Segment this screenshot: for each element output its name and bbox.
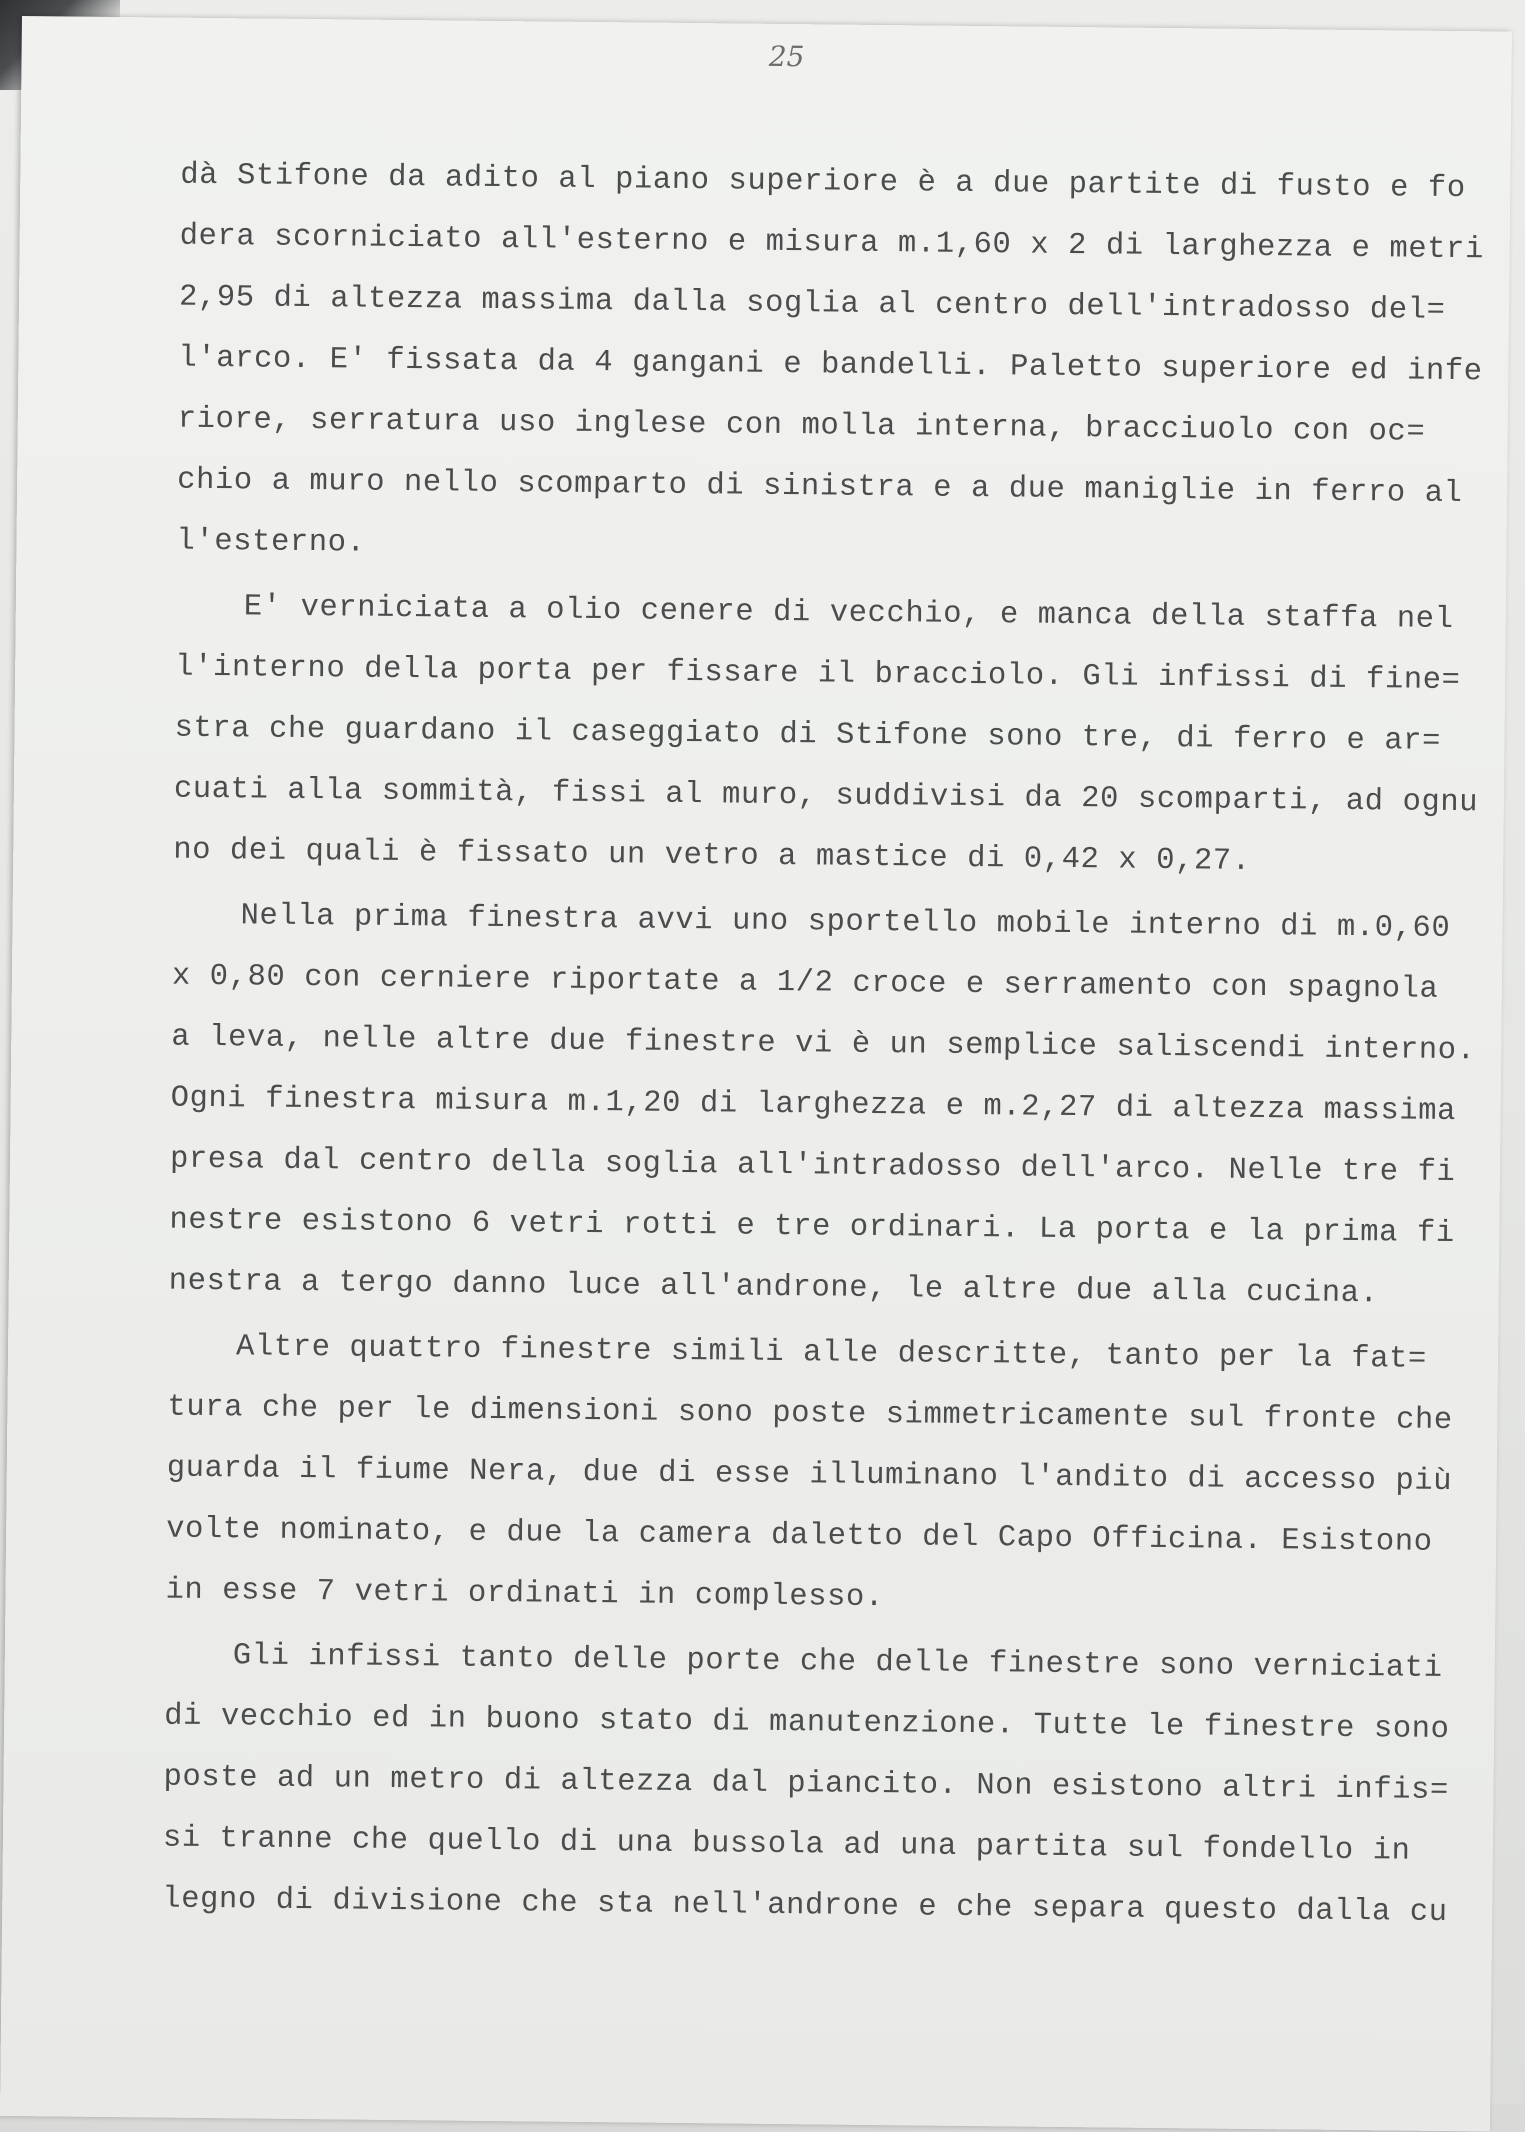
paragraph-1 (176, 146, 1490, 587)
text-line: in esse 7 vetri ordinati in complesso. (165, 1573, 884, 1616)
text-line: riore, serratura uso inglese con molla interna, bracciuolo con oc= (177, 402, 1426, 450)
text-line: a leva, nelle altre due finestre vi è un semplice saliscendi interno. (171, 1020, 1476, 1069)
paragraph-3 (168, 886, 1482, 1327)
text-line: Gli infissi tanto delle porte che delle finestre sono verniciati (232, 1639, 1443, 1686)
text-line: x 0,80 con cerniere riportate a 1/2 croce e serramento con spagnola (171, 959, 1439, 1007)
text-line: legno di divisione che sta nell'androne e che separa questo dalla cu (162, 1882, 1448, 1931)
text-line: l'arco. E' fissata da 4 gangani e bandelli. Paletto superiore ed infe (178, 341, 1483, 390)
text-line: cuati alla sommità, fissi al muro, suddivisi da 20 scomparti, ad ognu (173, 772, 1479, 821)
page-number: 25 (768, 39, 805, 74)
text-line: l'interno della porta per fissare il bracciolo. Gli infissi di fine= (175, 650, 1461, 699)
text-line: stra che guardano il caseggiato di Stifone sono tre, di ferro e ar= (174, 711, 1442, 759)
text-line: Altre quattro finestre simili alle descritte, tanto per la fat= (235, 1330, 1428, 1377)
text-line: chio a muro nello scomparto di sinistra e a due maniglie in ferro al (176, 463, 1463, 512)
text-line: tura che per le dimensioni sono poste simmetricamente sul fronte che (167, 1390, 1453, 1439)
text-line: l'esterno. (176, 524, 366, 561)
text-line: E' verniciata a olio cenere di vecchio, e manca della staffa nel (243, 590, 1454, 638)
text-line: Nella prima finestra avvi uno sportello mobile interno di m.0,60 (240, 899, 1451, 947)
text-line: dera scorniciato all'esterno e misura m.1,60 x 2 di larghezza e metri (179, 219, 1485, 268)
text-line: nestre esistono 6 vetri rotti e tre ordinari. La porta e la prima fi (169, 1203, 1455, 1252)
typewritten-page (0, 16, 1512, 2131)
text-line: 2,95 di altezza massima dalla soglia al centro dell'intradosso del= (178, 280, 1446, 328)
page-text-body (162, 146, 1491, 1945)
text-line: si tranne che quello di una bussola ad una partita sul fondello in (162, 1821, 1411, 1869)
text-line: poste ad un metro di altezza dal piancito. Non esistono altri infis= (163, 1760, 1450, 1809)
text-line: presa dal centro della soglia all'intradosso dell'arco. Nelle tre fi (169, 1142, 1456, 1191)
text-line: guarda il fiume Nera, due di esse illuminano l'andito di accesso più (166, 1451, 1453, 1500)
text-line: volte nominato, e due la camera daletto del Capo Officina. Esistono (165, 1512, 1433, 1560)
text-line: no dei quali è fissato un vetro a mastice di 0,42 x 0,27. (173, 833, 1251, 879)
text-line: di vecchio ed in buono stato di manutenzione. Tutte le finestre sono (164, 1699, 1450, 1748)
text-line: nestra a tergo danno luce all'androne, le altre due alla cucina. (168, 1264, 1379, 1312)
paragraph-5 (162, 1626, 1475, 1945)
text-line: Ogni finestra misura m.1,20 di larghezza e m.2,27 di altezza massima (170, 1081, 1457, 1130)
paragraph-2 (173, 577, 1486, 896)
text-line: dà Stifone da adito al piano superiore è a due partite di fusto e fo (180, 158, 1466, 207)
paragraph-4 (165, 1317, 1478, 1636)
